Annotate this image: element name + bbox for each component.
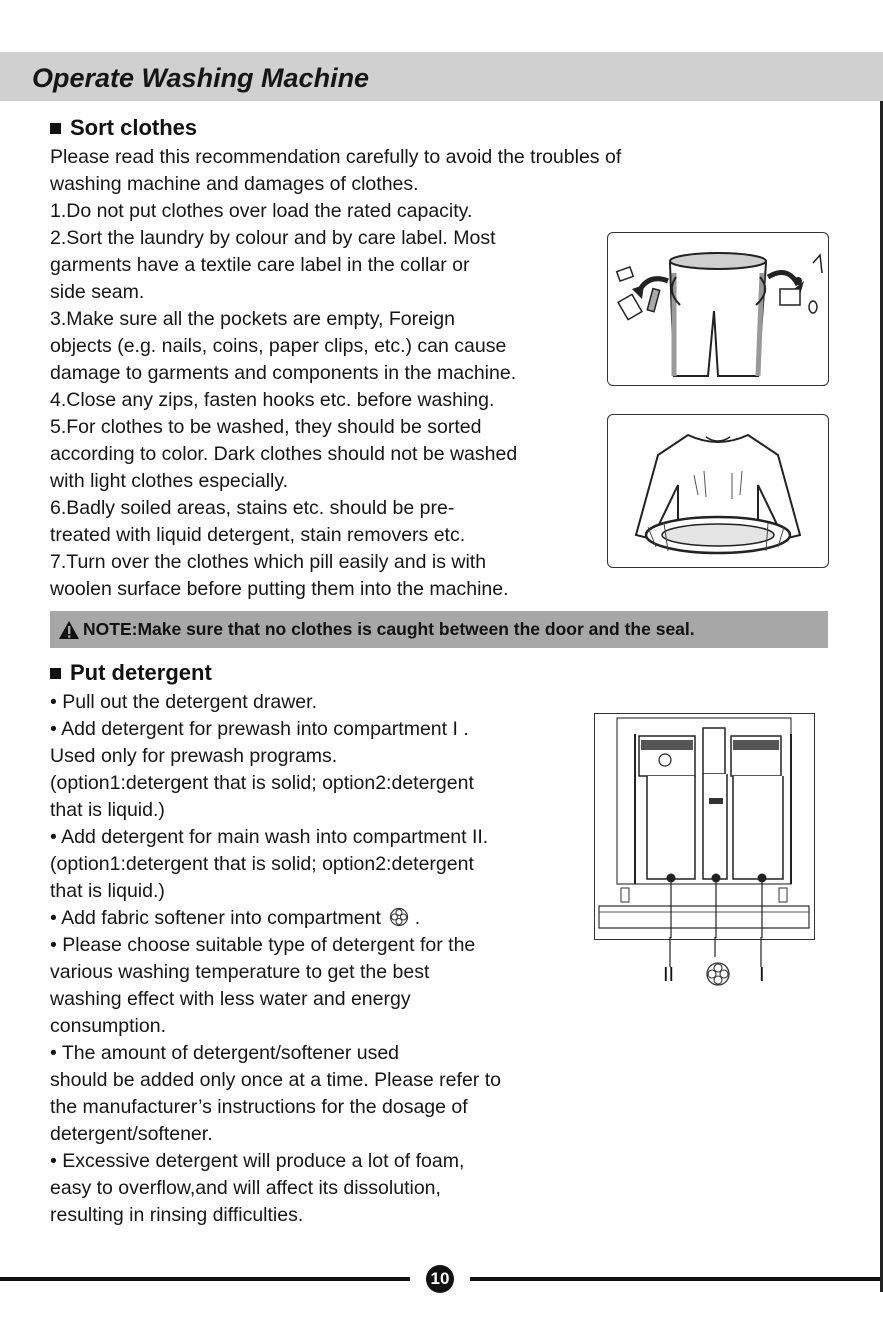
footer-rule-left bbox=[0, 1277, 410, 1281]
sort-line: 7.Turn over the clothes which pill easily and is with bbox=[50, 551, 487, 573]
detergent-line: (option1:detergent that is solid; option2:detergent bbox=[50, 853, 474, 875]
detergent-line: (option1:detergent that is solid; option2:detergent bbox=[50, 772, 474, 794]
softener-line-period: . bbox=[414, 907, 421, 929]
sort-line: 1.Do not put clothes over load the rated capacity. bbox=[50, 200, 473, 222]
softener-line-text: • Add fabric softener into compartment bbox=[50, 907, 381, 929]
sort-line: garments have a textile care label in the collar or bbox=[50, 254, 470, 276]
detergent-line: Used only for prewash programs. bbox=[50, 745, 338, 767]
empty-pockets-illustration bbox=[607, 232, 829, 386]
detergent-line: various washing temperature to get the best bbox=[50, 961, 430, 983]
sort-line: washing machine and damages of clothes. bbox=[50, 173, 419, 195]
detergent-line: • The amount of detergent/softener used bbox=[50, 1042, 400, 1064]
bullet-square-icon bbox=[50, 668, 61, 679]
detergent-line: should be added only once at a time. Please refer to bbox=[50, 1069, 501, 1091]
note-text: NOTE:Make sure that no clothes is caught between the door and the seal. bbox=[83, 619, 695, 639]
sort-line: 4.Close any zips, fasten hooks etc. before washing. bbox=[50, 389, 495, 411]
detergent-line: the manufacturer’s instructions for the dosage of bbox=[50, 1096, 468, 1118]
sort-clothes-text bbox=[50, 144, 621, 603]
put-detergent-text bbox=[50, 689, 501, 1229]
compartment-label-prewash: I bbox=[759, 964, 765, 986]
sort-line: with light clothes especially. bbox=[50, 470, 289, 492]
detergent-line: resulting in rinsing difficulties. bbox=[50, 1204, 304, 1226]
detergent-line: • Add detergent for prewash into compartment I . bbox=[50, 718, 469, 740]
detergent-line: • Add detergent for main wash into compartment II. bbox=[50, 826, 489, 848]
detergent-drawer-illustration bbox=[594, 713, 815, 940]
sort-clothes-heading bbox=[50, 115, 197, 141]
bullet-square-icon bbox=[50, 123, 61, 134]
detergent-line: consumption. bbox=[50, 1015, 166, 1037]
compartment-label-main: II bbox=[663, 964, 675, 986]
page-title: Operate Washing Machine bbox=[32, 63, 370, 93]
footer-rule-right bbox=[470, 1277, 880, 1281]
detergent-line: • Please choose suitable type of detergent for the bbox=[50, 934, 476, 956]
sort-line: woolen surface before putting them into the machine. bbox=[50, 578, 509, 600]
softener-flower-icon bbox=[705, 961, 731, 987]
sort-line: 2.Sort the laundry by colour and by care label. Most bbox=[50, 227, 496, 249]
sort-line: damage to garments and components in the machine. bbox=[50, 362, 517, 384]
detergent-line: detergent/softener. bbox=[50, 1123, 213, 1145]
detergent-line: washing effect with less water and energy bbox=[50, 988, 411, 1010]
put-detergent-heading bbox=[50, 660, 212, 686]
title-bar bbox=[0, 52, 883, 101]
sort-line: Please read this recommendation carefully to avoid the troubles of bbox=[50, 146, 622, 168]
note-bar bbox=[50, 611, 828, 648]
detergent-line: easy to overflow,and will affect its dissolution, bbox=[50, 1177, 441, 1199]
put-detergent-heading-text: Put detergent bbox=[70, 660, 212, 685]
softener-flower-icon bbox=[389, 907, 409, 927]
detergent-line: that is liquid.) bbox=[50, 880, 165, 902]
detergent-line: that is liquid.) bbox=[50, 799, 165, 821]
sort-line: according to color. Dark clothes should not be washed bbox=[50, 443, 518, 465]
sort-clothes-heading-text: Sort clothes bbox=[70, 115, 198, 140]
warning-triangle-icon bbox=[58, 620, 80, 640]
detergent-line: • Pull out the detergent drawer. bbox=[50, 691, 317, 713]
sort-line: objects (e.g. nails, coins, paper clips, etc.) can cause bbox=[50, 335, 507, 357]
turn-sweater-illustration bbox=[607, 414, 829, 568]
sort-line: treated with liquid detergent, stain removers etc. bbox=[50, 524, 466, 546]
sort-line: 5.For clothes to be washed, they should be sorted bbox=[50, 416, 482, 438]
page-number: 10 bbox=[426, 1265, 454, 1293]
detergent-line: • Excessive detergent will produce a lot of foam, bbox=[50, 1150, 465, 1172]
detergent-line bbox=[50, 905, 501, 932]
sort-line: side seam. bbox=[50, 281, 145, 303]
sort-line: 6.Badly soiled areas, stains etc. should be pre- bbox=[50, 497, 455, 519]
sort-line: 3.Make sure all the pockets are empty, Foreign bbox=[50, 308, 455, 330]
